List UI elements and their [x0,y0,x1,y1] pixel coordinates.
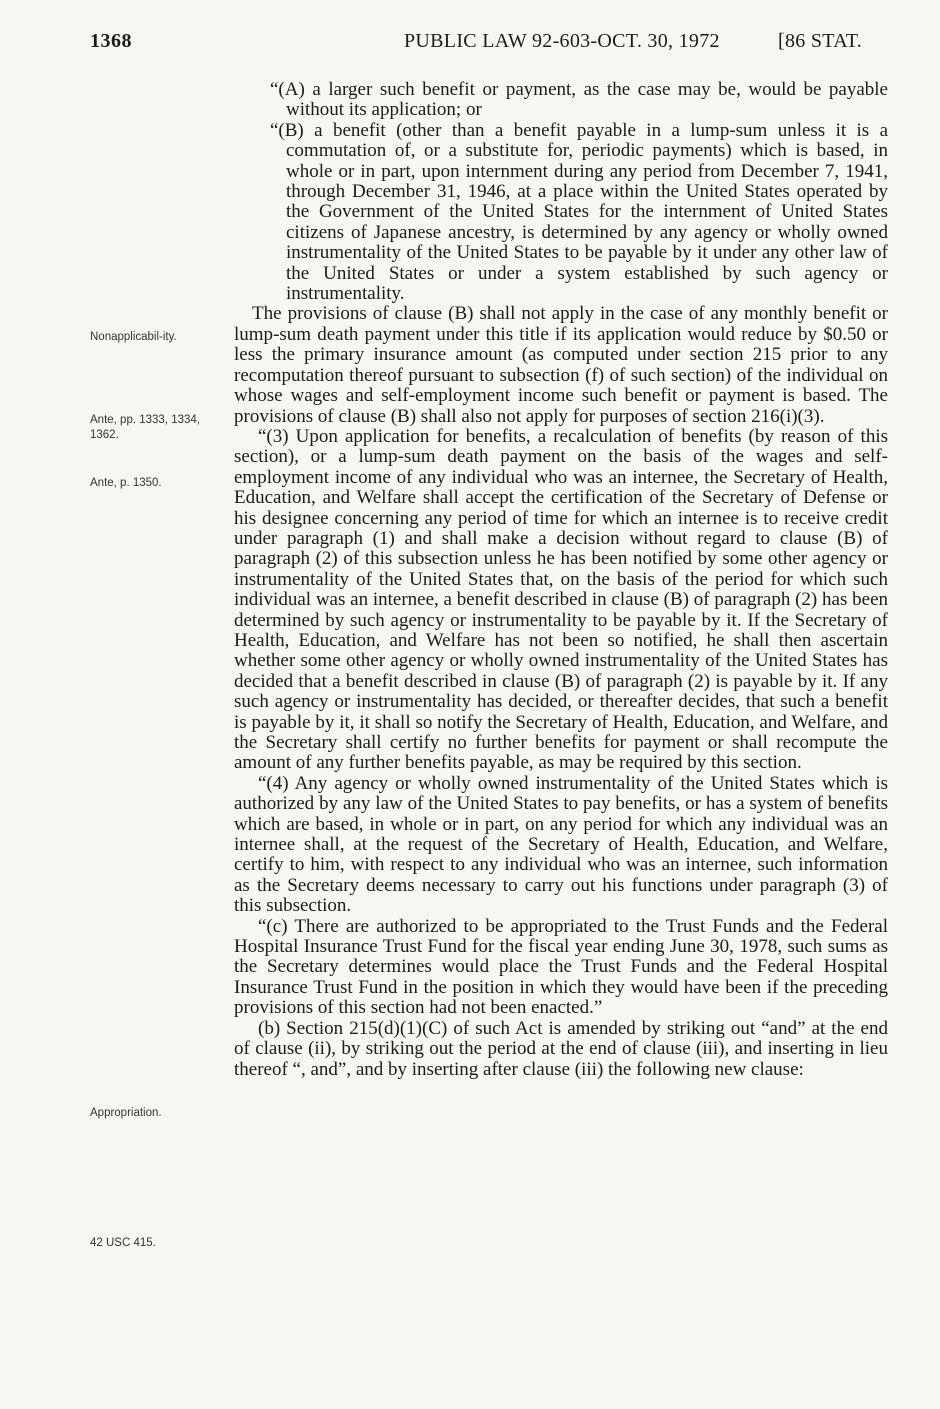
paragraph-3: “(3) Upon application for benefits, a recalculation of benefits (by reason of this section), or a lump-sum death payment on the basis of the wages and self-employment income of any individual who was an internee, the Secretary of Health, Education, and Welfare shall accept the certification of the Secretary of Defense or his designee concerning any period of time for which an internee is to receive credit under paragraph (1) and shall make a decision without regard to clause (B) of paragraph (2) of this subsection unless he has been notified by some other agency or instrumentality of the United States that, on the basis of the period for which such individual was an internee, a benefit described in clause (B) of paragraph (2) has been determined by such agency or instrumentality to be payable by it. If the Secretary of Health, Education, and Welfare has not been so notified, he shall then ascertain whether some other agency or wholly owned instrumentality of the United States has decided that a benefit described in clause (B) of paragraph (2) is payable by it. If any such agency or instrumentality has decided, or thereafter decides, that such a benefit is payable by it, it shall so notify the Secretary of Health, Education, and Welfare, and the Secretary shall certify no further benefits for payment or shall recompute the amount of any further benefits payable, as may be required by this section. [234,425,888,774]
statute-reference: [86 STAT. [778,30,863,52]
clause-b: “(B) a benefit (other than a benefit payable in a lump-sum unless it is a commutation of, or a substitute for, periodic payments) which is based, in whole or in part, upon internment during any period from December 7, 1941, through December 31, 1946, at a place within the United States operated by the Government of the United States for the internment of United States citizens of Japanese ancestry, is determined by any agency or wholly owned instrumentality of the United States to be payable by it under any other law of the United States or under a system established by such agency or instrumentality. [270,119,888,305]
subsection-b-amendment: (b) Section 215(d)(1)(C) of such Act is amended by striking out “and” at the end of clause (ii), by striking out the period at the end of clause (iii), and inserting in lieu thereof “, and”, and by inserting after clause (iii) the following new clause: [234,1017,888,1080]
clause-a: “(A) a larger such benefit or payment, as the case may be, would be payable without its application; or [270,79,888,121]
subsection-c: “(c) There are authorized to be appropriated to the Trust Funds and the Federal Hospital Insurance Trust Fund for the fiscal year ending June 30, 1978, such sums as the Secretary determines would place the Trust Funds and the Federal Hospital Insurance Trust Fund in the position in which they would have been if the preceding provisions of this section had not been enacted.” [234,915,888,1019]
page-number: 1368 [90,30,132,52]
margin-note-usc: 42 USC 415. [90,1237,156,1249]
nonapplicability-paragraph: The provisions of clause (B) shall not apply in the case of any monthly benefit or lump-sum death payment under this title if its application would reduce by $0.50 or less the primary insurance amount (as computed under section 215 prior to any recomputation thereof pursuant to subsection (f) of such section) of the individual on whose wages and self-employment income such benefit or payment is based. The provisions of clause (B) shall also not apply for purposes of section 216(i)(3). [234,303,888,427]
margin-note-nonapplicability: Nonapplicabil-ity. [90,331,177,343]
statute-body [234,80,888,1080]
page-header [0,30,940,60]
page-title: PUBLIC LAW 92-603-OCT. 30, 1972 [404,30,720,52]
margin-note-ante-pages: Ante, pp. 1333, 1334, 1362. [90,414,200,441]
paragraph-4: “(4) Any agency or wholly owned instrumentality of the United States which is authorized by any law of the United States to pay benefits, or has a system of benefits which are based, in whole or in part, on any period for which any individual was an internee shall, at the request of the Secretary of Health, Education, and Welfare, certify to him, with respect to any individual who was an internee, such information as the Secretary deems necessary to carry out his functions under paragraph (3) of this subsection. [234,772,888,917]
margin-note-ante-page: Ante, p. 1350. [90,477,162,489]
margin-note-appropriation: Appropriation. [90,1107,162,1119]
